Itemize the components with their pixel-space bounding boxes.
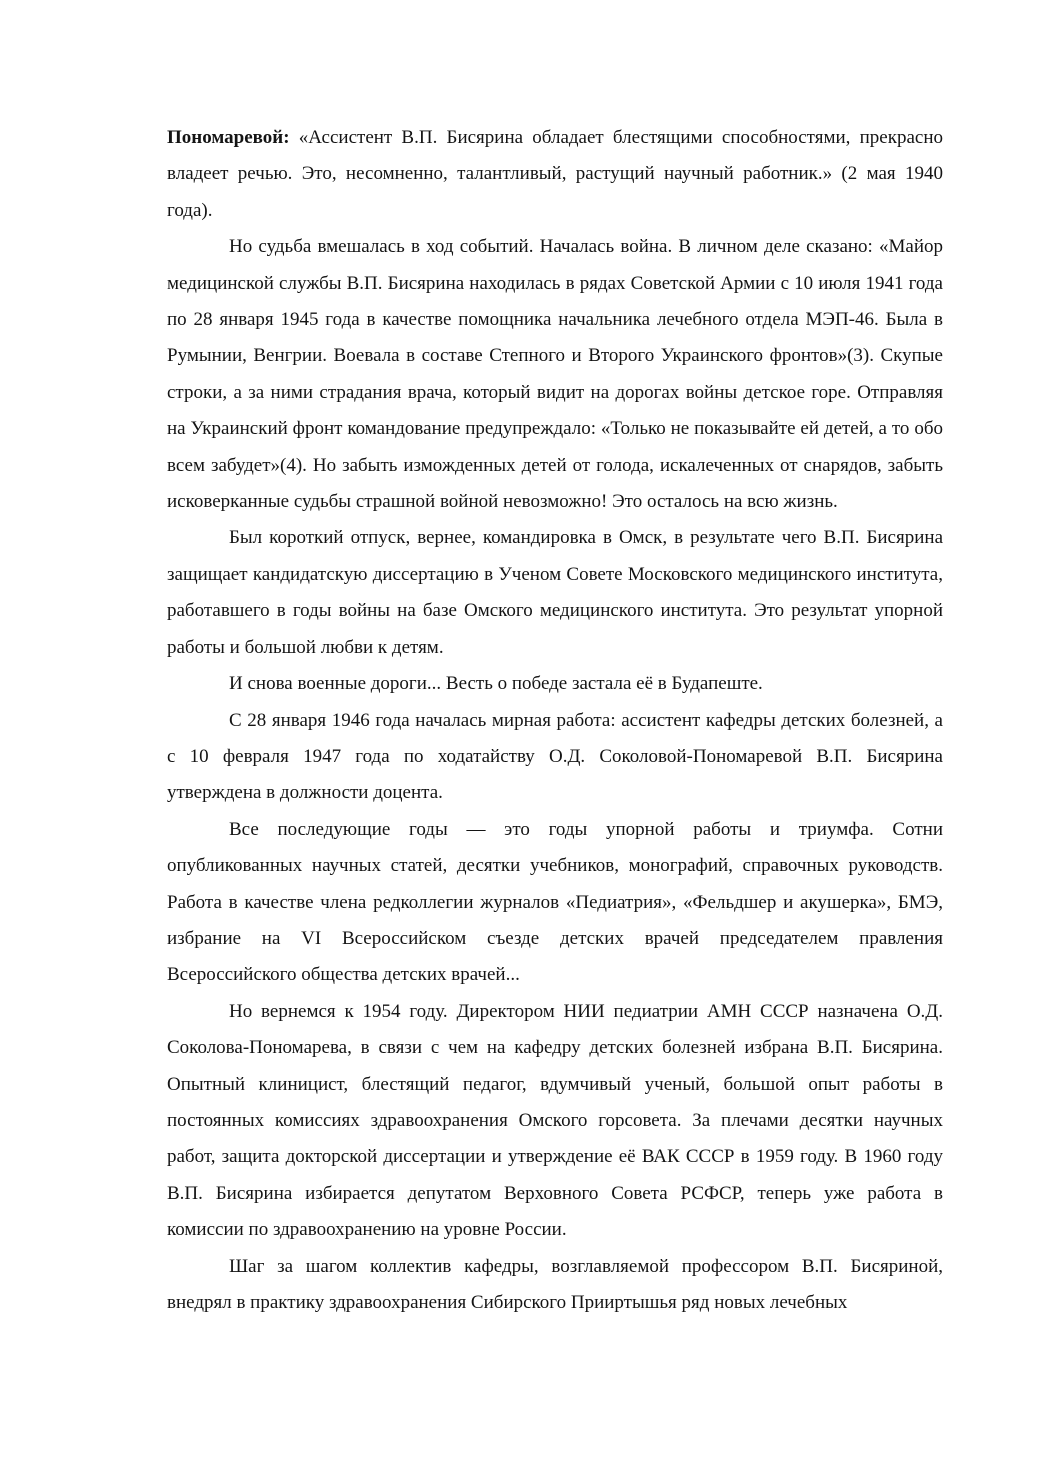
paragraph-4: И снова военные дороги... Весть о победе застала её в Будапеште. xyxy=(229,673,763,695)
document-body xyxy=(167,120,943,1321)
paragraph-1 xyxy=(167,120,943,229)
paragraph-8: Шаг за шагом коллектив кафедры, возглавляемой профессором В.П. Бисяриной, внедрял в практику здравоохранения Сибирского Прииртышья ряд новых лечебных xyxy=(167,1255,943,1313)
paragraph-5: С 28 января 1946 года началась мирная работа: ассистент кафедры детских болезней, а с 10 февраля 1947 года по ходатайству О.Д. Соколовой-Пономаревой В.П. Бисярина утверждена в должности доцента. xyxy=(167,709,943,804)
paragraph-3: Был короткий отпуск, вернее, командировка в Омск, в результате чего В.П. Бисярина защищает кандидатскую диссертацию в Ученом Совете Московского медицинского института, работавшего в годы войны на базе Омского медицинского института. Это результат упорной работы и большой любви к детям. xyxy=(167,527,943,658)
paragraph-text: «Ассистент В.П. Бисярина обладает блестящими способностями, прекрасно владеет речью. Это, несомненно, талантливый, растущий научный работник.» (2 мая 1940 года). xyxy=(167,127,943,221)
paragraph-7: Но вернемся к 1954 году. Директором НИИ педиатрии АМН СССР назначена О.Д. Соколова-Пономарева, в связи с чем на кафедру детских болезней избрана В.П. Бисярина. Опытный клиницист, блестящий педагог, вдумчивый ученый, большой опыт работы в постоянных комиссиях здравоохранения Омского горсовета. За плечами десятки научных работ, защита докторской диссертации и утверждение её ВАК СССР в 1959 году. В 1960 году В.П. Бисярина избирается депутатом Верховного Совета РСФСР, теперь уже работа в комиссии по здравоохранению на уровне России. xyxy=(167,1000,943,1241)
paragraph-lead-bold: Пономаревой: xyxy=(167,127,290,148)
paragraph-2: Но судьба вмешалась в ход событий. Началась война. В личном деле сказано: «Майор медицинской службы В.П. Бисярина находилась в рядах Советской Армии с 10 июля 1941 года по 28 января 1945 года в качестве помощника начальника лечебного отдела МЭП-46. Была в Румынии, Венгрии. Воевала в составе Степного и Второго Украинского фронтов»(3). Скупые строки, а за ними страдания врача, который видит на дорогах войны детское горе. Отправляя на Украинский фронт командование предупреждало: «Только не показывайте ей детей, а то обо всем забудет»(4). Но забыть изможденных детей от голода, искалеченных от снарядов, забыть исковерканные судьбы страшной войной невозможно! Это осталось на всю жизнь. xyxy=(167,236,943,513)
paragraph-6: Все последующие годы — это годы упорной работы и триумфа. Сотни опубликованных научных статей, десятки учебников, монографий, справочных руководств. Работа в качестве члена редколлегии журналов «Педиатрия», «Фельдшер и акушерка», БМЭ, избрание на VI Всероссийском съезде детских врачей председателем правления Всероссийского общества детских врачей... xyxy=(167,818,943,986)
